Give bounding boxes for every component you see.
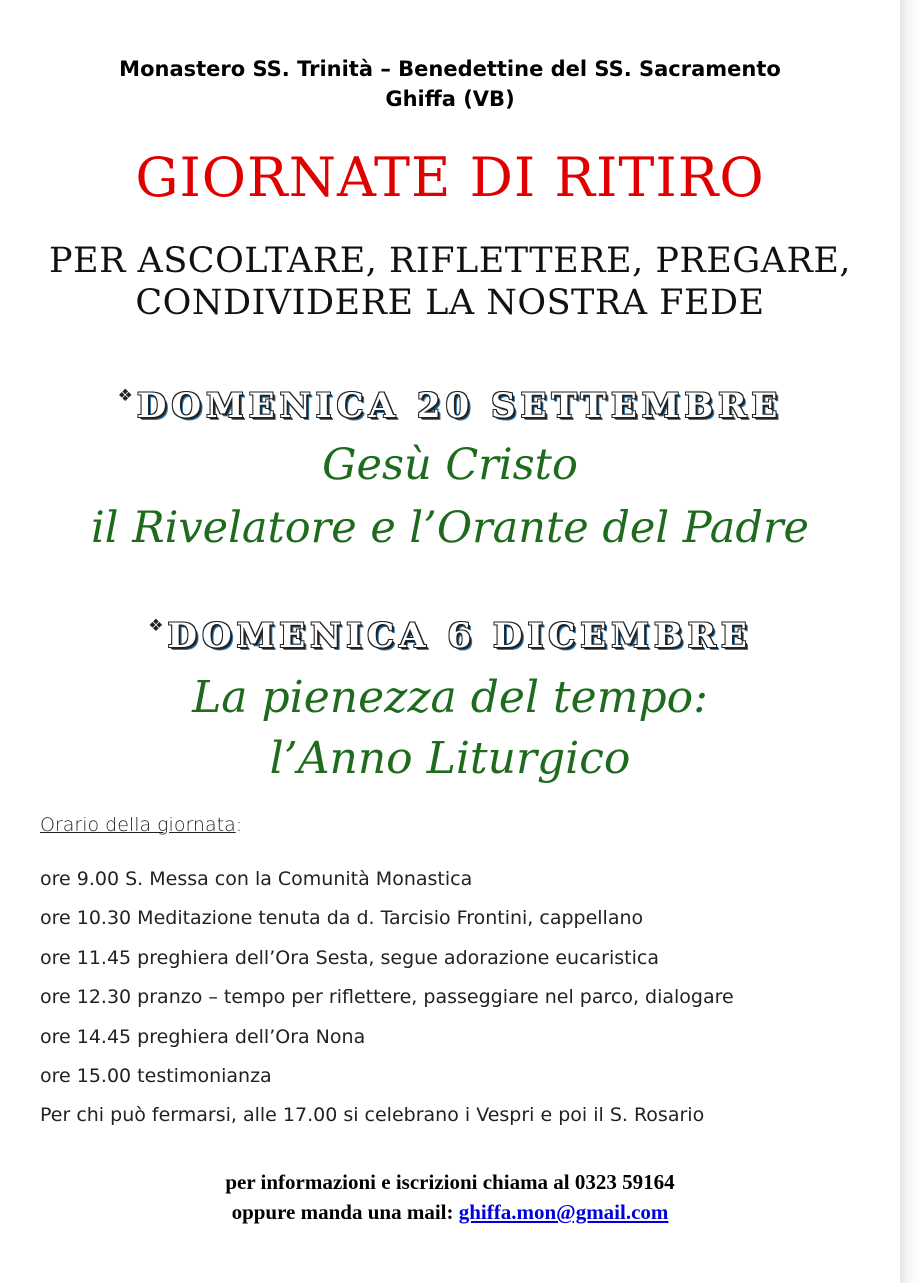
event-1-theme-line-1: Gesù Cristo bbox=[322, 440, 578, 490]
event-1-date-line bbox=[0, 384, 900, 428]
event-2-date-line bbox=[0, 614, 900, 658]
event-1-theme-line-2: il Rivelatore e l’Orante del Padre bbox=[91, 503, 809, 553]
schedule-heading bbox=[40, 814, 242, 836]
subtitle-line-1: PER ASCOLTARE, RIFLETTERE, PREGARE, bbox=[48, 241, 852, 281]
monastery-name: Monastero SS. Trinità – Benedettine del SS. Sacramento bbox=[119, 57, 781, 81]
event-2-theme-line-2: l’Anno Liturgico bbox=[269, 733, 631, 784]
monastery-location: Ghiffa (VB) bbox=[385, 87, 515, 111]
contact-phone: per informazioni e iscrizioni chiama al 0323 59164 bbox=[225, 1170, 675, 1194]
schedule-item: ore 11.45 preghiera dell’Ora Sesta, segue adorazione eucaristica bbox=[40, 946, 659, 969]
schedule-item: ore 15.00 testimonianza bbox=[40, 1064, 272, 1087]
diamond-bullet-icon: ❖ bbox=[117, 386, 133, 406]
schedule-item: ore 12.30 pranzo – tempo per riflettere, passeggiare nel parco, dialogare bbox=[40, 986, 734, 1009]
schedule-item: Per chi può fermarsi, alle 17.00 si celebrano i Vespri e poi il S. Rosario bbox=[40, 1104, 705, 1127]
schedule-heading-colon: : bbox=[235, 814, 243, 836]
page-title: GIORNATE DI RITIRO bbox=[135, 146, 765, 209]
subtitle bbox=[0, 240, 900, 324]
page-edge-shadow bbox=[900, 0, 920, 1283]
diamond-bullet-icon: ❖ bbox=[148, 616, 164, 636]
email-link[interactable]: ghiffa.mon@gmail.com bbox=[458, 1200, 669, 1224]
contact-email-line bbox=[0, 1196, 900, 1228]
schedule-list bbox=[40, 860, 880, 1136]
event-2-date: DOMENICA 6 DICEMBRE bbox=[167, 616, 752, 656]
schedule-heading-text: Orario della giornata bbox=[40, 814, 236, 836]
event-1-date: DOMENICA 20 SETTEMBRE bbox=[136, 386, 783, 426]
contact-email-prefix: oppure manda una mail: bbox=[231, 1200, 459, 1224]
schedule-item: ore 10.30 Meditazione tenuta da d. Tarcisio Frontini, cappellano bbox=[40, 907, 644, 930]
schedule-item: ore 9.00 S. Messa con la Comunità Monastica bbox=[40, 868, 473, 890]
schedule-item: ore 14.45 preghiera dell’Ora Nona bbox=[40, 1025, 366, 1048]
event-2-theme-line-1: La pienezza del tempo: bbox=[192, 672, 708, 723]
subtitle-line-2: CONDIVIDERE LA NOSTRA FEDE bbox=[135, 283, 765, 323]
